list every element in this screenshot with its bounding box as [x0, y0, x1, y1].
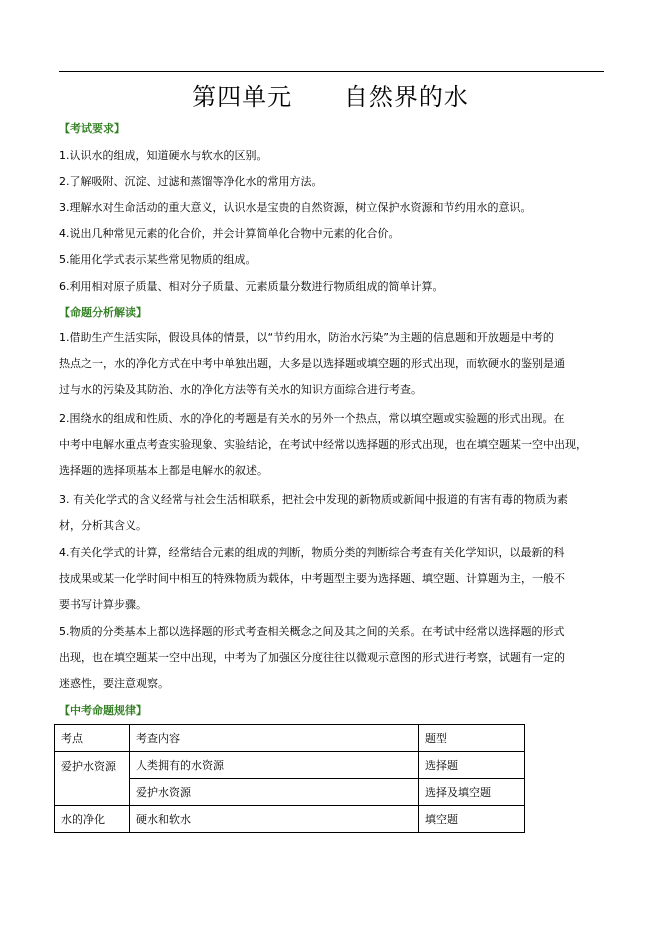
- analysis-line: 出现，也在填空题某一空中出现，中考为了加强区分度往往以微观示意图的形式进行考察，试题有一定的: [59, 651, 565, 664]
- table-header-cell: 考点: [55, 725, 130, 752]
- table-cell: 爱护水资源: [130, 779, 419, 806]
- section-heading-analysis: 【命题分析解读】: [59, 306, 147, 319]
- analysis-line: 技成果或某一化学时间中相互的特殊物质为载体，中考题型主要为选择题、填空题、计算题为主，一般不: [59, 572, 565, 585]
- header-rule: [59, 71, 604, 72]
- analysis-paragraph: [59, 619, 607, 697]
- section-heading-exam-pattern: 【中考命题规律】: [59, 704, 147, 717]
- table-cell: 填空题: [419, 806, 525, 833]
- requirement-item: 6.利用相对原子质量、相对分子质量、元素质量分数进行物质组成的简单计算。: [59, 280, 444, 293]
- table-header-cell: 考查内容: [130, 725, 419, 752]
- analysis-line: 要书写计算步骤。: [59, 598, 147, 611]
- analysis-paragraph: [59, 406, 607, 484]
- analysis-line: 3. 有关化学式的含义经常与社会生活相联系，把社会中发现的新物质或新闻中报道的有害有毒的物质为素: [59, 493, 568, 506]
- table-cell: 硬水和软水: [130, 806, 419, 833]
- table-header-row: [55, 725, 525, 752]
- requirement-item: 4.说出几种常见元素的化合价，并会计算简单化合物中元素的化合价。: [59, 227, 400, 240]
- requirement-item: 3.理解水对生命活动的重大意义，认识水是宝贵的自然资源，树立保护水资源和节约用水的意识。: [59, 201, 532, 214]
- table-cell: 人类拥有的水资源: [130, 752, 419, 779]
- requirement-item: 2.了解吸附、沉淀、过滤和蒸馏等净化水的常用方法。: [59, 175, 323, 188]
- analysis-line: 过与水的污染及其防治、水的净化方法等有关水的知识方面综合进行考查。: [59, 383, 422, 396]
- analysis-paragraph: [59, 325, 607, 403]
- analysis-line: 2.围绕水的组成和性质、水的净化的考题是有关水的另外一个热点，常以填空题或实验题的形式出现。在: [59, 412, 565, 425]
- table-row: [55, 806, 525, 833]
- table-cell: 水的净化: [55, 806, 130, 833]
- analysis-line: 5.物质的分类基本上都以选择题的形式考查相关概念之间及其之间的关系。在考试中经常以选择题的形式: [59, 625, 565, 638]
- analysis-line: 迷惑性，要注意观察。: [59, 677, 169, 690]
- analysis-paragraph: [59, 487, 607, 539]
- analysis-line: 中考中电解水重点考查实验现象、实验结论，在考试中经常以选择题的形式出现，也在填空题某一空中出现，: [59, 438, 587, 451]
- analysis-line: 热点之一，水的净化方式在中考中单独出题，大多是以选择题或填空题的形式出现，而软硬水的鉴别是通: [59, 357, 565, 370]
- table-cell: 选择及填空题: [419, 779, 525, 806]
- analysis-line: 1.借助生产生活实际，假设具体的情景，以“节约用水，防治水污染”为主题的信息题和开放题是中考的: [59, 331, 554, 344]
- table-cell: 爱护水资源: [55, 752, 130, 806]
- analysis-line: 选择题的选择项基本上都是电解水的叙述。: [59, 464, 268, 477]
- analysis-line: 材，分析其含义。: [59, 519, 147, 532]
- table-row: [55, 752, 525, 779]
- table-cell: 选择题: [419, 752, 525, 779]
- requirement-item: 1.认识水的组成，知道硬水与软水的区别。: [59, 149, 268, 162]
- requirement-item: 5.能用化学式表示某些常见物质的组成。: [59, 253, 257, 266]
- analysis-line: 4.有关化学式的计算，经常结合元素的组成的判断，物质分类的判断综合考查有关化学知识，以最新的科: [59, 546, 565, 559]
- page-title: 第四单元 自然界的水: [192, 83, 469, 111]
- analysis-paragraph: [59, 540, 607, 618]
- exam-pattern-table: [54, 724, 525, 833]
- section-heading-exam-requirements: 【考试要求】: [59, 122, 125, 135]
- table-header-cell: 题型: [419, 725, 525, 752]
